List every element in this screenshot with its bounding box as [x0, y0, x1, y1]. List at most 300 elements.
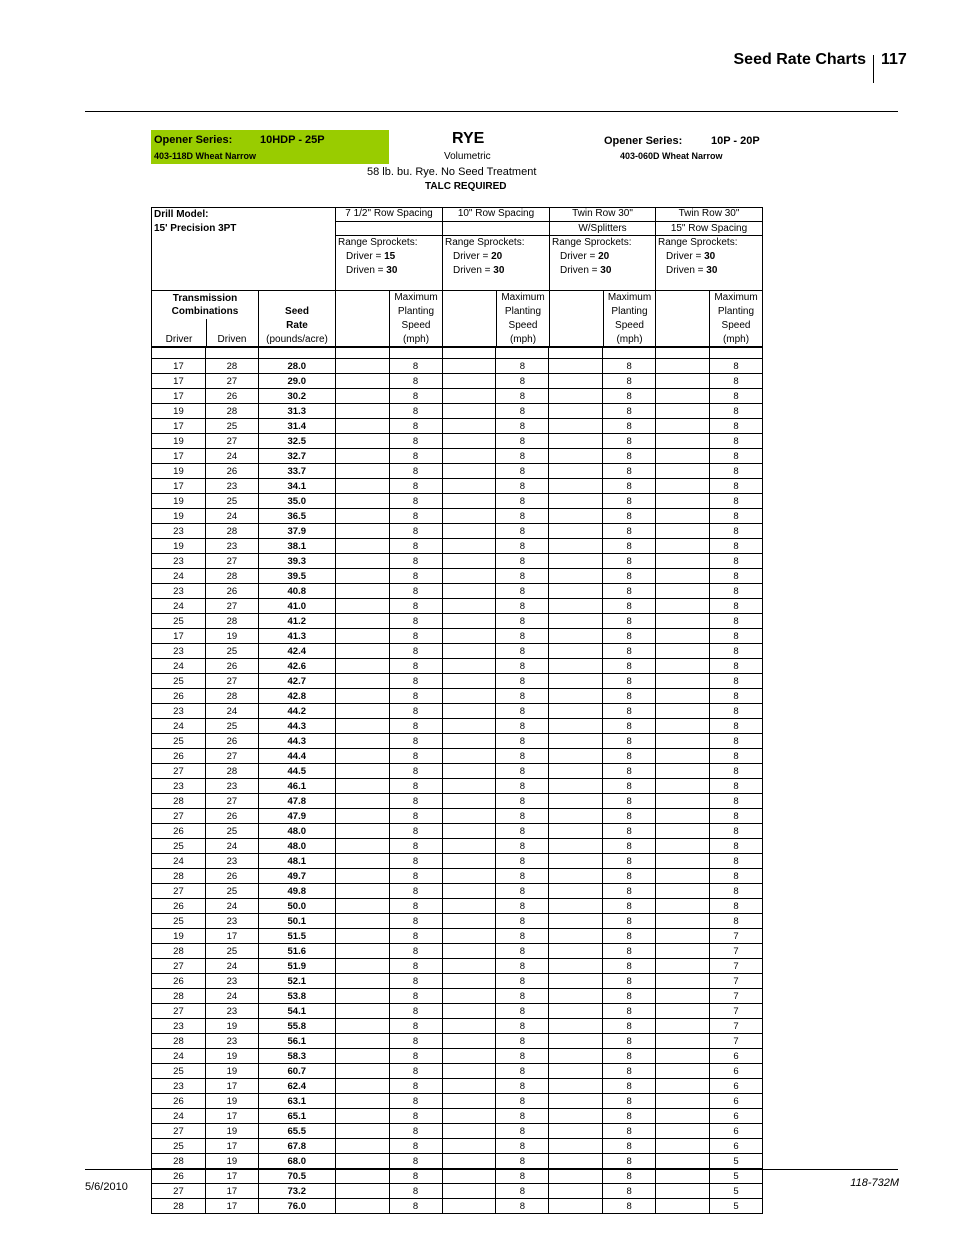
- spacer-cell: [656, 479, 710, 494]
- max-speed-cell: 8: [496, 1184, 549, 1199]
- max-speed-cell: 8: [496, 494, 549, 509]
- table-row: [152, 959, 763, 974]
- max-speed-cell: 8: [710, 554, 763, 569]
- seed-rate-cell: 34.1: [258, 479, 335, 494]
- spacer-cell: [335, 704, 389, 719]
- spacer-cell: [442, 899, 496, 914]
- spacer-cell: [549, 539, 603, 554]
- seed-rate-cell: 42.4: [258, 644, 335, 659]
- spacer-cell: [656, 1049, 710, 1064]
- right-opener-series-label: Opener Series:: [604, 135, 683, 147]
- spacer-cell: [549, 1034, 603, 1049]
- driver-cell: 23: [152, 1019, 206, 1034]
- page-number: 117: [881, 51, 907, 68]
- driver-cell: 26: [152, 1094, 206, 1109]
- seed-rate-cell: 50.1: [258, 914, 335, 929]
- table-row: [152, 434, 763, 449]
- max-speed-cell: 8: [496, 1169, 549, 1184]
- max-speed-cell: 8: [389, 599, 442, 614]
- max-speed-cell: 8: [389, 569, 442, 584]
- max-speed-cell: 8: [389, 854, 442, 869]
- max-speed-cell: 8: [710, 704, 763, 719]
- max-speed-cell: 8: [389, 899, 442, 914]
- driver-cell: 25: [152, 674, 206, 689]
- spacer-cell: [335, 569, 389, 584]
- max-speed-cell: 8: [710, 404, 763, 419]
- spacer-cell: [442, 524, 496, 539]
- table-row: [152, 749, 763, 764]
- seed-rate-cell: 73.2: [258, 1184, 335, 1199]
- max-speed-cell: 8: [710, 854, 763, 869]
- max-speed-cell: 8: [603, 824, 656, 839]
- driven-cell: 25: [205, 719, 258, 734]
- spacer-cell: [152, 348, 206, 359]
- max-speed-cell: 8: [603, 494, 656, 509]
- spacer-cell: [549, 449, 603, 464]
- drill-model-label: Drill Model:: [154, 209, 209, 220]
- spacer-cell: [442, 779, 496, 794]
- footer-doc-number: 118-732M: [850, 1177, 899, 1189]
- max-speed-cell: 8: [389, 779, 442, 794]
- driven-sprocket-value: 30: [493, 265, 505, 276]
- spacer-cell: [656, 524, 710, 539]
- driver-cell: 17: [152, 419, 206, 434]
- max-speed-cell: 8: [603, 809, 656, 824]
- row-spacing-label: 10" Row Spacing: [457, 208, 535, 219]
- driver-cell: 19: [152, 434, 206, 449]
- max-speed-cell: 8: [603, 479, 656, 494]
- seed-rate-cell: 53.8: [258, 989, 335, 1004]
- seed-rate-cell: 39.3: [258, 554, 335, 569]
- seed-rate-cell: 44.3: [258, 734, 335, 749]
- max-speed-cell: 8: [496, 689, 549, 704]
- max-speed-cell: 8: [603, 1079, 656, 1094]
- max-speed-cell: 8: [603, 989, 656, 1004]
- maximum-label: Maximum: [394, 292, 438, 303]
- driven-cell: 27: [205, 674, 258, 689]
- spacer-cell: [442, 824, 496, 839]
- driver-cell: 23: [152, 554, 206, 569]
- row-spacing-divider: [550, 221, 655, 222]
- max-speed-cell: 8: [496, 1004, 549, 1019]
- max-speed-cell: 8: [496, 914, 549, 929]
- driver-cell: 28: [152, 1034, 206, 1049]
- table-row: [152, 989, 763, 1004]
- max-speed-cell: 8: [496, 539, 549, 554]
- spacer-cell: [656, 1004, 710, 1019]
- driver-sprocket-label: Driver =: [346, 251, 385, 262]
- spacer-cell: [442, 494, 496, 509]
- max-speed-cell: 6: [710, 1049, 763, 1064]
- max-speed-cell: 8: [389, 1109, 442, 1124]
- table-row: [152, 854, 763, 869]
- spacer-cell: [656, 569, 710, 584]
- footer-date: 5/6/2010: [85, 1181, 128, 1193]
- spacer-cell: [442, 464, 496, 479]
- spacer-cell: [442, 449, 496, 464]
- driven-cell: 24: [205, 704, 258, 719]
- spacer-cell: [656, 989, 710, 1004]
- spacer-cell: [335, 674, 389, 689]
- spacer-cell: [656, 509, 710, 524]
- speed-label: Speed: [615, 320, 644, 331]
- spacer-cell: [335, 434, 389, 449]
- spacer-cell: [549, 869, 603, 884]
- table-row: [152, 764, 763, 779]
- spacer-cell: [335, 1034, 389, 1049]
- max-speed-cell: 6: [710, 1079, 763, 1094]
- config-cell-3: [549, 207, 656, 291]
- seed-rate-cell: 41.0: [258, 599, 335, 614]
- row-spacing-label: 7 1/2" Row Spacing: [345, 208, 433, 219]
- spacer-cell: [549, 1124, 603, 1139]
- max-speed-cell: 8: [496, 1124, 549, 1139]
- table-row: [152, 719, 763, 734]
- seed-rate-cell: 47.8: [258, 794, 335, 809]
- driven-cell: 19: [205, 1049, 258, 1064]
- row-spacing-label: Twin Row 30": [572, 208, 633, 219]
- driven-sprocket: [346, 265, 397, 276]
- spacer-cell: [335, 1019, 389, 1034]
- driver-sprocket: [453, 251, 502, 262]
- seed-rate-cell: 48.0: [258, 839, 335, 854]
- spacer-cell: [656, 359, 710, 374]
- max-speed-cell: 8: [389, 1184, 442, 1199]
- spacer-cell: [442, 1124, 496, 1139]
- spacer-cell: [205, 348, 258, 359]
- table-row: [152, 1064, 763, 1079]
- max-speed-cell: 7: [710, 1004, 763, 1019]
- seed-rate-cell: 49.8: [258, 884, 335, 899]
- spacer-cell: [442, 794, 496, 809]
- row-spacing-divider: [443, 221, 549, 222]
- rate-label: Rate: [286, 320, 308, 331]
- spacer-cell: [549, 884, 603, 899]
- right-opener-series-value: 10P - 20P: [711, 135, 760, 147]
- seed-rate-cell: 47.9: [258, 809, 335, 824]
- max-speed-cell: 8: [389, 809, 442, 824]
- max-speed-cell: 8: [603, 1064, 656, 1079]
- seed-rate-cell: 70.5: [258, 1169, 335, 1184]
- spacer-cell: [549, 554, 603, 569]
- spacer-cell: [549, 704, 603, 719]
- spacer-cell: [549, 644, 603, 659]
- seed-rate-cell: 35.0: [258, 494, 335, 509]
- driver-cell: 24: [152, 659, 206, 674]
- max-speed-cell: 8: [389, 524, 442, 539]
- spacer-cell: [549, 1154, 603, 1169]
- driven-cell: 19: [205, 1064, 258, 1079]
- spacer-cell: [549, 1094, 603, 1109]
- spacer-cell: [442, 944, 496, 959]
- max-speed-cell: 8: [603, 959, 656, 974]
- spacer-cell: [656, 944, 710, 959]
- spacer-cell: [335, 764, 389, 779]
- max-speed-cell: 8: [389, 359, 442, 374]
- spacer-cell: [656, 629, 710, 644]
- driven-sprocket-value: 30: [600, 265, 612, 276]
- table-row: [152, 539, 763, 554]
- table-row: [152, 1049, 763, 1064]
- spacer-cell: [335, 359, 389, 374]
- spacer-cell: [442, 1154, 496, 1169]
- spacer-cell: [389, 348, 442, 359]
- max-speed-cell: 8: [389, 614, 442, 629]
- spacer-cell: [549, 1079, 603, 1094]
- seed-rate-cell: 44.2: [258, 704, 335, 719]
- row-spacing-sublabel: 15" Row Spacing: [670, 223, 748, 234]
- max-speed-cell: 8: [496, 749, 549, 764]
- spacer-cell: [549, 689, 603, 704]
- spacer-cell: [335, 989, 389, 1004]
- max-speed-header-2: [496, 290, 550, 347]
- driver-sprocket: [666, 251, 715, 262]
- max-speed-cell: 8: [496, 644, 549, 659]
- driven-cell: 17: [205, 1139, 258, 1154]
- spacer-cell: [335, 1049, 389, 1064]
- spacer-cell: [549, 1049, 603, 1064]
- max-speed-cell: 8: [603, 974, 656, 989]
- max-speed-cell: 8: [710, 914, 763, 929]
- spacer-cell: [656, 449, 710, 464]
- seed-rate-cell: 31.4: [258, 419, 335, 434]
- max-speed-cell: 8: [496, 839, 549, 854]
- row-spacing-sublabel: W/Splitters: [578, 223, 627, 234]
- spacer-cell: [549, 914, 603, 929]
- max-speed-cell: 8: [603, 869, 656, 884]
- spacer-cell: [335, 464, 389, 479]
- max-speed-cell: 8: [603, 419, 656, 434]
- spacer-cell: [549, 749, 603, 764]
- speed-spacer-cell: [442, 290, 497, 347]
- driver-cell: 23: [152, 584, 206, 599]
- max-speed-cell: 8: [496, 899, 549, 914]
- spacer-cell: [442, 404, 496, 419]
- driver-cell: 19: [152, 404, 206, 419]
- max-speed-cell: 8: [496, 989, 549, 1004]
- planting-label: Planting: [717, 306, 755, 317]
- table-row: [152, 1139, 763, 1154]
- spacer-cell: [656, 764, 710, 779]
- driver-cell: 23: [152, 779, 206, 794]
- table-row: [152, 839, 763, 854]
- driver-cell: 19: [152, 494, 206, 509]
- range-divider: [550, 235, 655, 236]
- seed-rate-cell: 32.7: [258, 449, 335, 464]
- spacer-cell: [656, 434, 710, 449]
- spacer-cell: [656, 1139, 710, 1154]
- table-row: [152, 599, 763, 614]
- seed-rate-cell: 38.1: [258, 539, 335, 554]
- driver-cell: 24: [152, 599, 206, 614]
- max-speed-cell: 8: [389, 719, 442, 734]
- mph-label: (mph): [616, 334, 643, 345]
- spacer-cell: [335, 614, 389, 629]
- driver-cell: 25: [152, 614, 206, 629]
- max-speed-cell: 6: [710, 1094, 763, 1109]
- seed-rate-cell: 44.3: [258, 719, 335, 734]
- spacer-cell: [656, 899, 710, 914]
- seed-rate-header: [258, 290, 336, 347]
- spacer-cell: [656, 404, 710, 419]
- table-row: [152, 674, 763, 689]
- max-speed-cell: 8: [496, 674, 549, 689]
- table-row: [152, 794, 763, 809]
- max-speed-cell: 8: [496, 1139, 549, 1154]
- table-row: [152, 659, 763, 674]
- max-speed-cell: 6: [710, 1109, 763, 1124]
- seed-rate-cell: 48.0: [258, 824, 335, 839]
- spacer-cell: [442, 1109, 496, 1124]
- max-speed-cell: 8: [603, 599, 656, 614]
- config-cell-4: [655, 207, 763, 291]
- spacer-cell: [258, 348, 335, 359]
- driver-cell: 27: [152, 884, 206, 899]
- spacer-cell: [335, 348, 389, 359]
- max-speed-cell: 8: [389, 929, 442, 944]
- left-opener-part: 403-118D Wheat Narrow: [154, 151, 257, 161]
- spacer-cell: [656, 419, 710, 434]
- max-speed-cell: 8: [496, 509, 549, 524]
- max-speed-cell: 5: [710, 1169, 763, 1184]
- max-speed-cell: 8: [603, 659, 656, 674]
- spacer-cell: [549, 584, 603, 599]
- max-speed-cell: 8: [389, 464, 442, 479]
- spacer-cell: [335, 689, 389, 704]
- table-row: [152, 584, 763, 599]
- max-speed-cell: 8: [389, 434, 442, 449]
- spacer-cell: [549, 614, 603, 629]
- range-divider: [336, 235, 442, 236]
- max-speed-cell: 8: [603, 374, 656, 389]
- drill-model-cell: [151, 207, 336, 291]
- max-speed-cell: 8: [603, 569, 656, 584]
- max-speed-cell: 8: [603, 944, 656, 959]
- spacer-cell: [335, 824, 389, 839]
- spacer-cell: [549, 809, 603, 824]
- driver-cell: 19: [152, 929, 206, 944]
- spacer-cell: [335, 1139, 389, 1154]
- driver-cell: 24: [152, 1049, 206, 1064]
- spacer-cell: [656, 1109, 710, 1124]
- max-speed-cell: 8: [603, 1019, 656, 1034]
- driver-cell: 19: [152, 509, 206, 524]
- driver-cell: 28: [152, 944, 206, 959]
- spacer-cell: [442, 764, 496, 779]
- driven-cell: 27: [205, 749, 258, 764]
- spacer-cell: [442, 884, 496, 899]
- talc-required: TALC REQUIRED: [425, 181, 507, 192]
- range-sprockets-label: Range Sprockets:: [445, 237, 525, 248]
- driven-cell: 23: [205, 974, 258, 989]
- spacer-cell: [335, 1109, 389, 1124]
- max-speed-cell: 8: [496, 929, 549, 944]
- driven-cell: 17: [205, 1109, 258, 1124]
- speed-label: Speed: [508, 320, 538, 331]
- table-row: [152, 779, 763, 794]
- spacer-cell: [335, 1094, 389, 1109]
- max-speed-cell: 8: [496, 1034, 549, 1049]
- table-row: [152, 644, 763, 659]
- spacer-cell: [442, 809, 496, 824]
- spacer-cell: [442, 689, 496, 704]
- max-speed-cell: 8: [496, 449, 549, 464]
- spacer-cell: [549, 629, 603, 644]
- left-opener-series-value: 10HDP - 25P: [260, 134, 325, 146]
- driven-cell: 24: [205, 899, 258, 914]
- max-speed-cell: 8: [389, 539, 442, 554]
- driven-cell: 24: [205, 839, 258, 854]
- spacer-cell: [549, 419, 603, 434]
- driver-cell: 24: [152, 569, 206, 584]
- max-speed-cell: 8: [603, 629, 656, 644]
- max-speed-cell: 8: [496, 944, 549, 959]
- spacer-cell: [335, 539, 389, 554]
- spacer-cell: [335, 479, 389, 494]
- driven-cell: 28: [205, 524, 258, 539]
- spacer-cell: [549, 1169, 603, 1184]
- table-row: [152, 884, 763, 899]
- max-speed-cell: 8: [389, 869, 442, 884]
- spacer-cell: [442, 719, 496, 734]
- seed-rate-cell: 51.9: [258, 959, 335, 974]
- max-speed-cell: 8: [389, 959, 442, 974]
- max-speed-cell: 8: [603, 1139, 656, 1154]
- max-speed-cell: 8: [710, 794, 763, 809]
- seed-rate-cell: 76.0: [258, 1199, 335, 1214]
- spacer-cell: [442, 419, 496, 434]
- max-speed-cell: 7: [710, 989, 763, 1004]
- max-speed-cell: 5: [710, 1199, 763, 1214]
- seed-rate-cell: 29.0: [258, 374, 335, 389]
- spacer-cell: [442, 389, 496, 404]
- driver-cell: 24: [152, 1109, 206, 1124]
- driven-cell: 25: [205, 944, 258, 959]
- max-speed-cell: 8: [389, 644, 442, 659]
- driver-sprocket-value: 15: [384, 251, 396, 262]
- seed-rate-cell: 68.0: [258, 1154, 335, 1169]
- spacer-cell: [442, 644, 496, 659]
- spacer-cell: [549, 1109, 603, 1124]
- driver-sprocket: [346, 251, 395, 262]
- driven-sprocket: [560, 265, 611, 276]
- spacer-cell: [442, 959, 496, 974]
- table-row: [152, 1199, 763, 1214]
- mph-label: (mph): [402, 334, 430, 345]
- driver-cell: 17: [152, 449, 206, 464]
- max-speed-cell: 7: [710, 929, 763, 944]
- max-speed-cell: 8: [603, 794, 656, 809]
- header-divider: [873, 55, 874, 83]
- seed-rate-cell: 33.7: [258, 464, 335, 479]
- spacer-cell: [656, 1184, 710, 1199]
- spacer-cell: [549, 599, 603, 614]
- spacer-cell: [335, 374, 389, 389]
- max-speed-cell: 6: [710, 1064, 763, 1079]
- spacer-cell: [442, 1199, 496, 1214]
- table-row: [152, 914, 763, 929]
- spacer-cell: [656, 914, 710, 929]
- spacer-cell: [656, 374, 710, 389]
- spacer-cell: [710, 348, 763, 359]
- speed-label: Speed: [401, 320, 431, 331]
- max-speed-cell: 8: [710, 659, 763, 674]
- max-speed-cell: 8: [603, 1199, 656, 1214]
- table-row: [152, 1109, 763, 1124]
- spacer-cell: [442, 1019, 496, 1034]
- spacer-cell: [442, 434, 496, 449]
- spacer-cell: [335, 629, 389, 644]
